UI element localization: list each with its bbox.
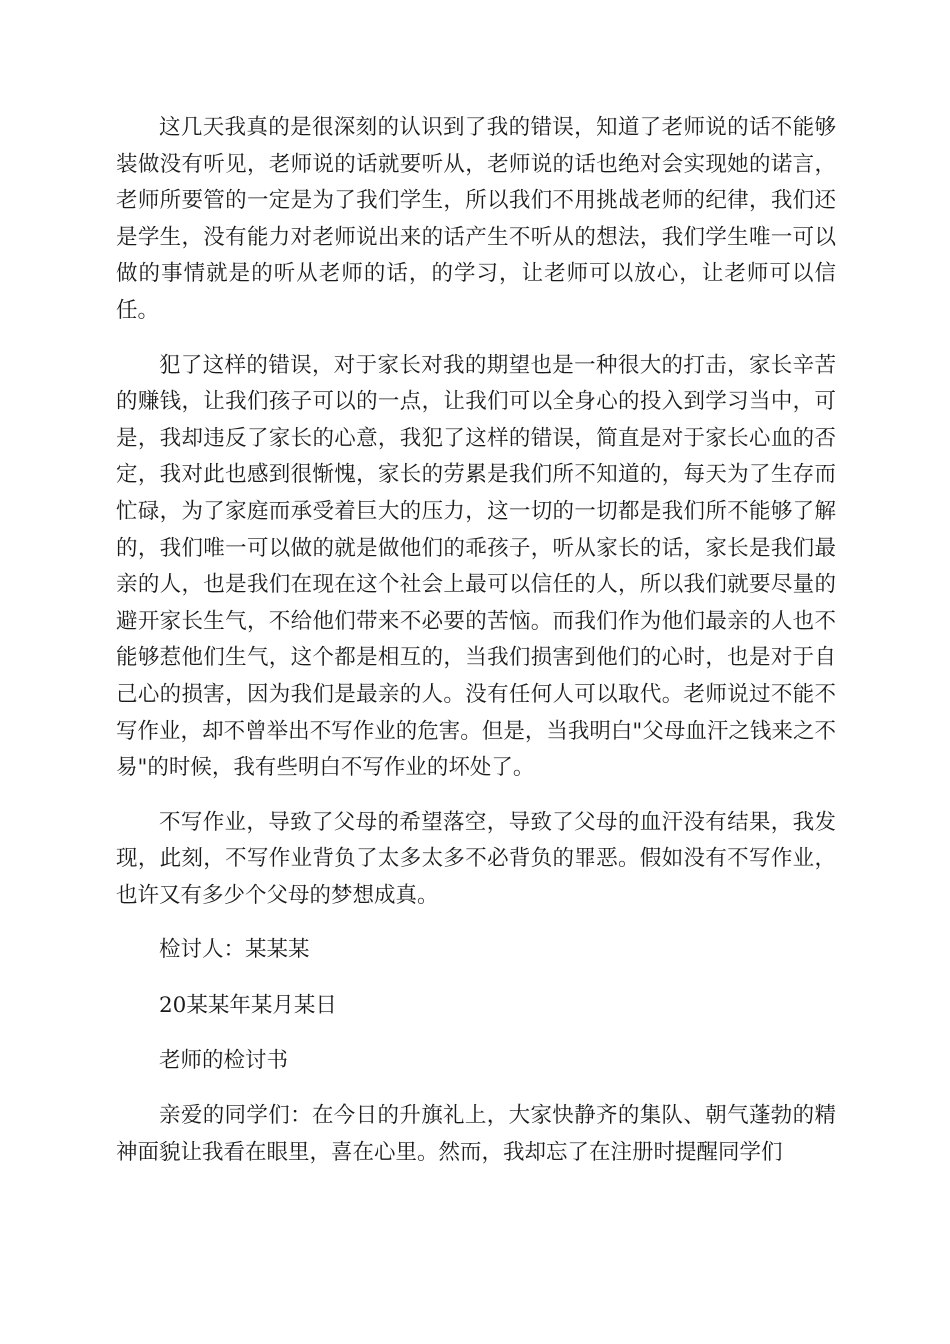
paragraph-homework: 不写作业，导致了父母的希望落空，导致了父母的血汗没有结果，我发现，此刻，不写作业背负了太多太多不必背负的罪恶。假如没有不写作业，也许又有多少个父母的梦想成真。: [116, 809, 836, 908]
document-page: [116, 110, 836, 1189]
section-title: 老师的检讨书: [159, 1047, 289, 1073]
paragraph-parents: 犯了这样的错误，对于家长对我的期望也是一种很大的打击，家长辛苦的赚钱，让我们孩子可以的一点，让我们可以全身心的投入到学习当中，可是，我却违反了家长的心意，我犯了这样的错误，简直是对于家长心血的否定，我对此也感到很惭愧，家长的劳累是我们所不知道的，每天为了生存而忙碌，为了家庭而承受着巨大的压力，这一切的一切都是我们所不能够了解的，我们唯一可以做的就是做他们的乖孩子，听从家长的话，家长是我们最亲的人，也是我们在现在这个社会上最可以信任的人，所以我们就要尽量的避开家长生气，不给他们带来不必要的苦恼。而我们作为他们最亲的人也不能够惹他们生气，这个都是相互的，当我们损害到他们的心时，也是对于自己心的损害，因为我们是最亲的人。没有任何人可以取代。老师说过不能不写作业，却不曾举出不写作业的危害。但是，当我明白"父母血汗之钱来之不易"的时候，我有些明白不写作业的坏处了。: [116, 352, 836, 781]
date-line: 20某某年某月某日: [159, 992, 337, 1018]
paragraph-greeting: 亲爱的同学们：在今日的升旗礼上，大家快静齐的集队、朝气蓬勃的精神面貌让我看在眼里，喜在心里。然而，我却忘了在注册时提醒同学们: [116, 1103, 836, 1165]
signature-line: 检讨人：某某某: [159, 937, 310, 963]
paragraph-realization: 这几天我真的是很深刻的认识到了我的错误，知道了老师说的话不能够装做没有听见，老师说的话就要听从，老师说的话也绝对会实现她的诺言，老师所要管的一定是为了我们学生，所以我们不用挑战老师的纪律，我们还是学生，没有能力对老师说出来的话产生不听从的想法，我们学生唯一可以做的事情就是的听从老师的话，的学习，让老师可以放心，让老师可以信任。: [116, 115, 836, 323]
